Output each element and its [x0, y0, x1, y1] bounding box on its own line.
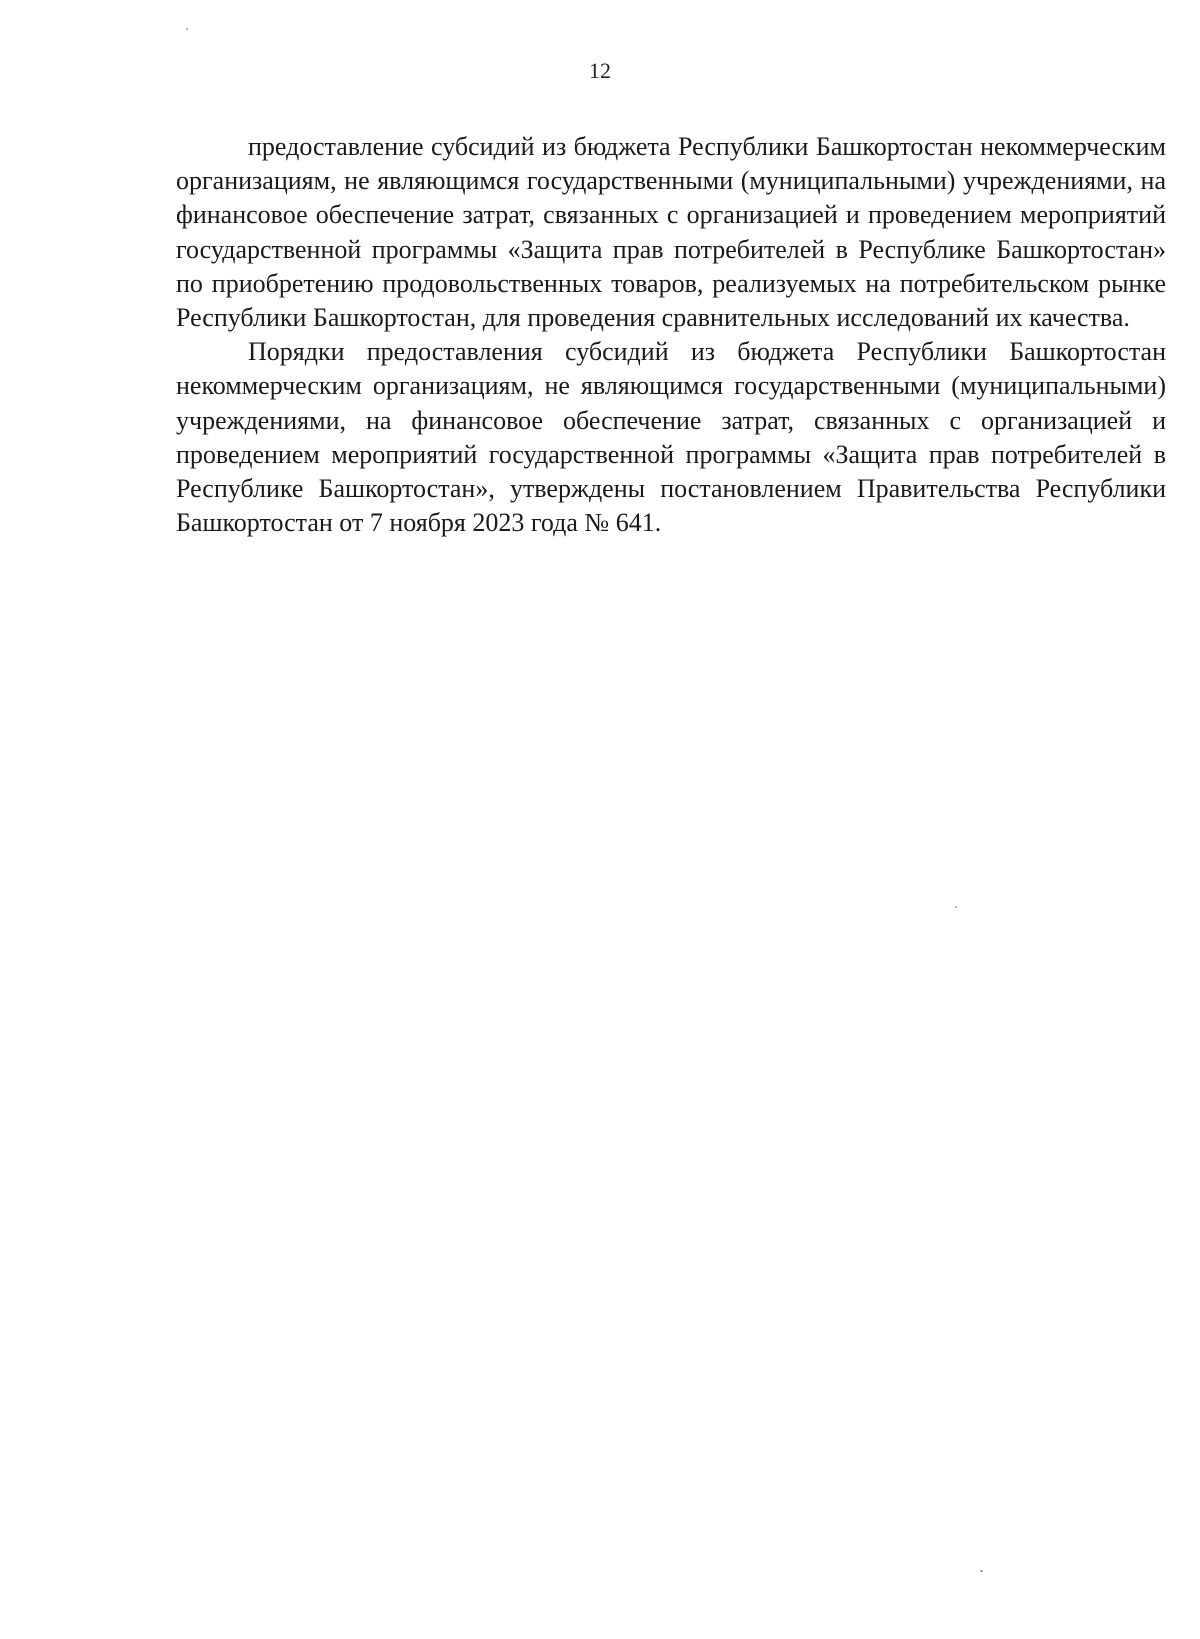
scan-speck: [955, 906, 957, 908]
paragraph-subsidy-procedures: Порядки предоставления субсидий из бюджета Республики Башкортостан некоммерческим организациям, не являющимся государственными (муниципальными) учреждениями, на финансовое обеспечение затрат, связанных с организацией и проведением мероприятий государственной программы «Защита прав потребителей в Республике Башкортостан», утверждены постановлением Правительства Республики Башкортостан от 7 ноября 2023 года № 641.: [176, 337, 1166, 538]
scan-speck: [186, 28, 188, 30]
page-number: 12: [589, 58, 611, 83]
body-text: [176, 130, 1166, 540]
scan-speck: [980, 1570, 983, 1572]
paragraph-subsidy-purpose: предоставление субсидий из бюджета Республики Башкортостан некоммерческим организациям, не являющимся государственными (муниципальными) учреждениями, на финансовое обеспечение затрат, связанных с организацией и проведением мероприятий государственной программы «Защита прав потребителей в Республике Башкортостан» по приобретению продовольственных товаров, реализуемых на потребительском рынке Республики Башкортостан, для проведения сравнительных исследований их качества.: [176, 132, 1166, 333]
